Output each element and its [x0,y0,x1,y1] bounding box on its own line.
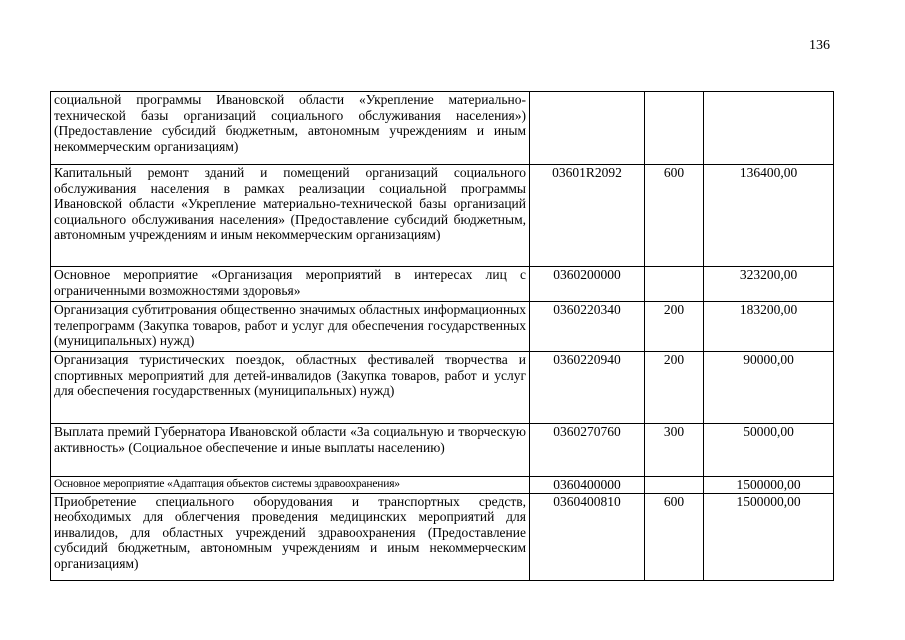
row-name: Приобретение специального оборудования и транспортных средств, необходимых для облегчения проведения медицинских мероприятий для инвалидов, для областных учреждений здравоохранения (Предоставление субсидий бюджетным, автономным учреждениям и иным некоммерческим организациям) [51,493,530,580]
table-row [51,493,834,580]
row-name: Выплата премий Губернатора Ивановской области «За социальную и творческую активность» (Социальное обеспечение и иные выплаты населению) [51,424,530,477]
row-name: Основное мероприятие «Организация мероприятий в интересах лиц с ограниченными возможностями здоровья» [51,267,530,302]
row-sum: 90000,00 [704,352,834,424]
table-row [51,477,834,494]
row-code: 0360220940 [530,352,645,424]
table-row [51,165,834,267]
row-code: 0360400810 [530,493,645,580]
table-row [51,267,834,302]
row-sum [704,92,834,165]
row-code: 0360200000 [530,267,645,302]
row-expense-type: 200 [645,302,704,352]
row-code [530,92,645,165]
row-sum: 1500000,00 [704,477,834,494]
row-name: социальной программы Ивановской области «Укрепление материально-технической базы организаций социального обслуживания населения») (Предоставление субсидий бюджетным, автономным учреждениям и иным некоммерческим организациям) [51,92,530,165]
table-row [51,424,834,477]
row-name: Организация субтитрования общественно значимых областных информационных телепрограмм (Закупка товаров, работ и услуг для обеспечения государственных (муниципальных) нужд) [51,302,530,352]
row-expense-type: 600 [645,165,704,267]
table-row [51,92,834,165]
row-expense-type: 300 [645,424,704,477]
row-sum: 183200,00 [704,302,834,352]
row-name: Капитальный ремонт зданий и помещений организаций социального обслуживания населения в рамках реализации социальной программы Ивановской области «Укрепление материально-технической базы организаций социального обслуживания населения» (Предоставление субсидий бюджетным, автономным учреждениям и иным некоммерческим организациям) [51,165,530,267]
row-code: 0360270760 [530,424,645,477]
budget-table [50,91,834,581]
table-row [51,302,834,352]
row-sum: 323200,00 [704,267,834,302]
row-name: Организация туристических поездок, областных фестивалей творчества и спортивных мероприятий для детей-инвалидов (Закупка товаров, работ и услуг для обеспечения государственных (муниципальных) нужд) [51,352,530,424]
row-expense-type: 200 [645,352,704,424]
table-row [51,352,834,424]
row-sum: 136400,00 [704,165,834,267]
row-expense-type [645,267,704,302]
page-number: 136 [809,38,830,53]
row-sum: 50000,00 [704,424,834,477]
row-code: 0360220340 [530,302,645,352]
row-expense-type [645,477,704,494]
row-code: 03601R2092 [530,165,645,267]
row-sum: 1500000,00 [704,493,834,580]
row-name: Основное мероприятие «Адаптация объектов системы здравоохранения» [51,477,530,494]
row-expense-type: 600 [645,493,704,580]
row-expense-type [645,92,704,165]
row-code: 0360400000 [530,477,645,494]
